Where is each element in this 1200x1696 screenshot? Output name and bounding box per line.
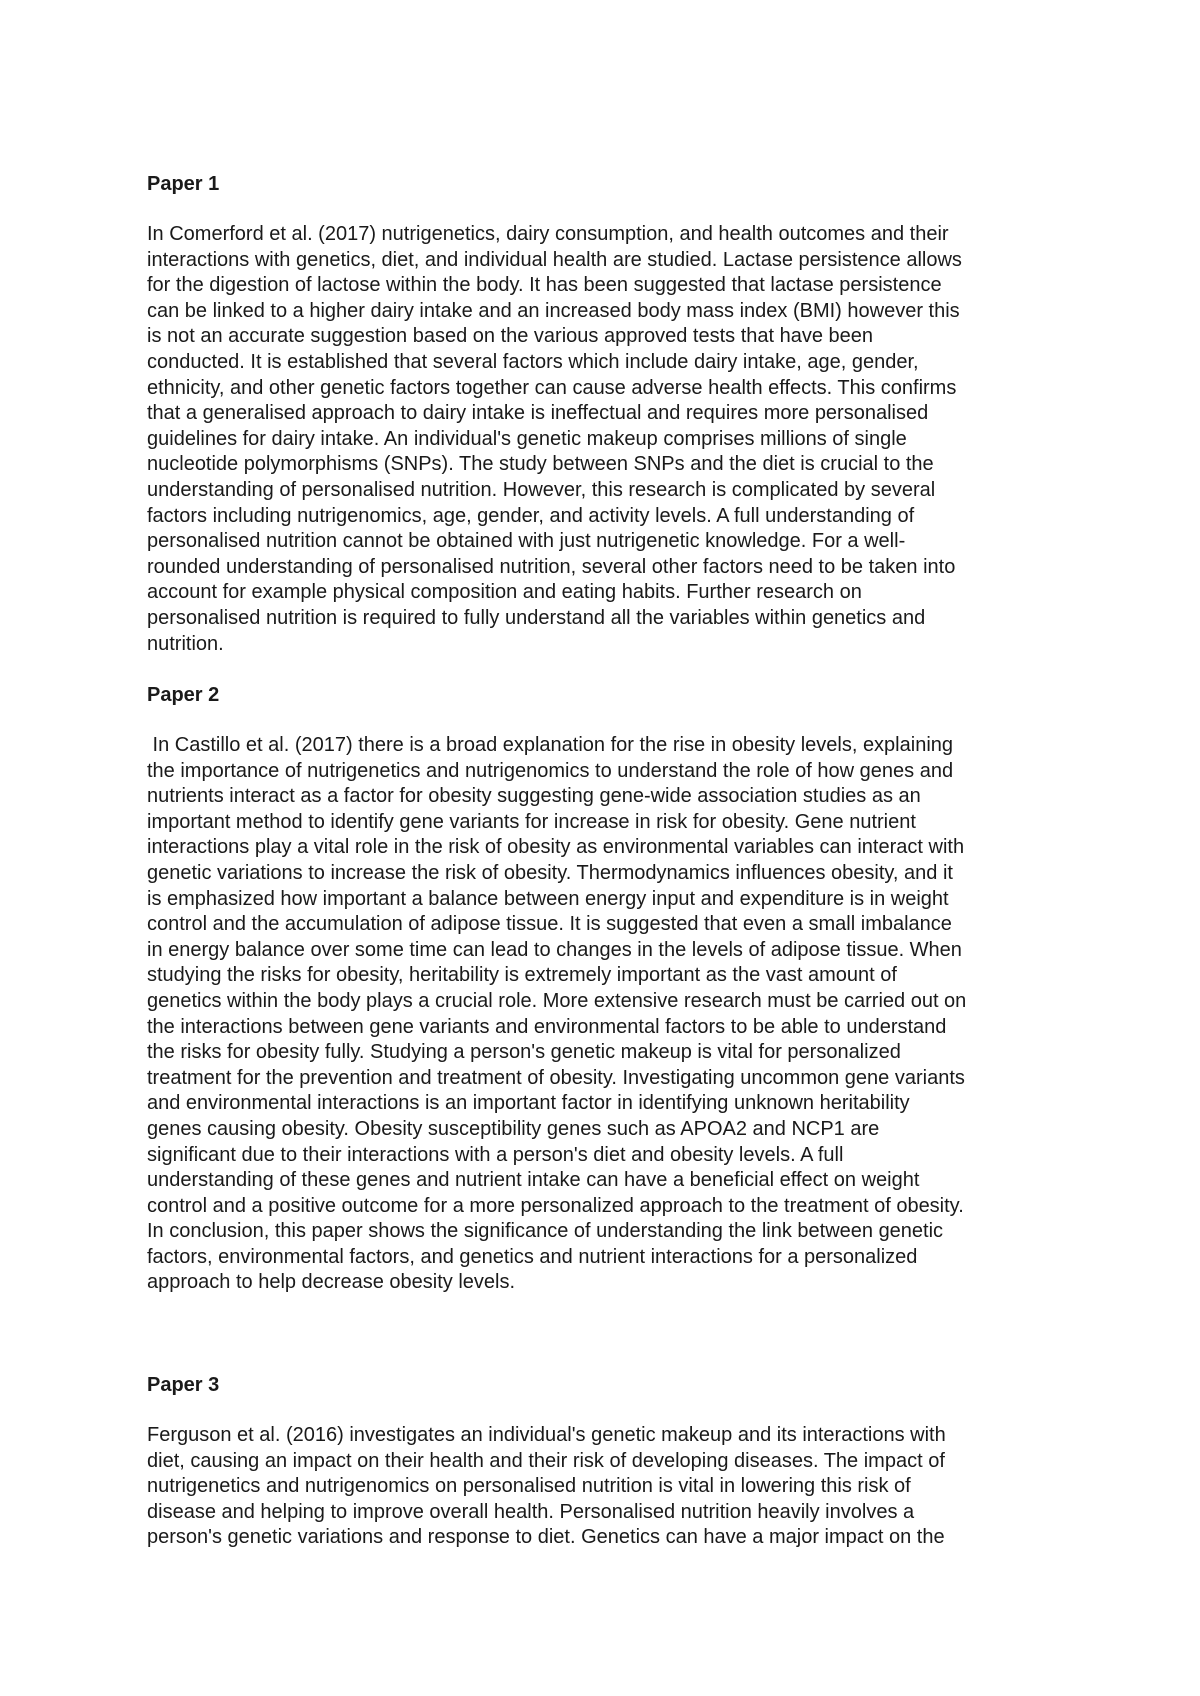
text-line: genetic variations to increase the risk of obesity. Thermodynamics influences obesity, and it [147, 861, 953, 884]
text-line: the importance of nutrigenetics and nutrigenomics to understand the role of how genes and [147, 759, 954, 782]
text-line: is emphasized how important a balance between energy input and expenditure is in weight [147, 887, 949, 910]
text-line: and environmental interactions is an important factor in identifying unknown heritability [147, 1092, 910, 1115]
text-line: ethnicity, and other genetic factors together can cause adverse health effects. This confirms [147, 376, 957, 399]
paper-1-section [147, 172, 1077, 657]
text-line: understanding of these genes and nutrient intake can have a beneficial effect on weight [147, 1169, 920, 1192]
text-line: guidelines for dairy intake. An individual's genetic makeup comprises millions of single [147, 427, 907, 450]
text-line: the risks for obesity fully. Studying a person's genetic makeup is vital for personalized [147, 1041, 901, 1064]
text-line: conducted. It is established that several factors which include dairy intake, age, gender, [147, 350, 919, 373]
text-line: In Castillo et al. (2017) there is a broad explanation for the rise in obesity levels, explaining [147, 734, 954, 756]
text-line: rounded understanding of personalised nutrition, several other factors need to be taken into [147, 555, 956, 578]
paper-3-body [147, 1423, 1077, 1551]
paper-3-heading: Paper 3 [147, 1374, 220, 1396]
text-line: important method to identify gene variants for increase in risk for obesity. Gene nutrient [147, 810, 916, 833]
text-line: factors including nutrigenomics, age, gender, and activity levels. A full understanding of [147, 504, 915, 527]
text-line: approach to help decrease obesity levels. [147, 1271, 516, 1294]
text-line: interactions play a vital role in the risk of obesity as environmental variables can interact with [147, 836, 965, 859]
text-line: nutrigenetics and nutrigenomics on personalised nutrition is vital in lowering this risk of [147, 1475, 911, 1498]
text-line: understanding of personalised nutrition. However, this research is complicated by several [147, 478, 936, 501]
text-line: that a generalised approach to dairy intake is ineffectual and requires more personalised [147, 402, 929, 425]
text-line: In conclusion, this paper shows the significance of understanding the link between genetic [147, 1220, 944, 1243]
paper-1-heading: Paper 1 [147, 173, 220, 195]
paper-2-heading: Paper 2 [147, 684, 220, 706]
text-line: control and a positive outcome for a more personalized approach to the treatment of obesity. [147, 1194, 964, 1217]
paper-2-section [147, 683, 1077, 1296]
text-line: nutrients interact as a factor for obesity suggesting gene-wide association studies as an [147, 785, 921, 808]
text-line: In Comerford et al. (2017) nutrigenetics, dairy consumption, and health outcomes and their [147, 223, 949, 245]
text-line: genes causing obesity. Obesity susceptibility genes such as APOA2 and NCP1 are [147, 1117, 880, 1140]
text-line: significant due to their interactions with a person's diet and obesity levels. A full [147, 1143, 844, 1166]
paper-1-body [147, 222, 1077, 657]
text-line: can be linked to a higher dairy intake and an increased body mass index (BMI) however this [147, 299, 960, 322]
text-line: in energy balance over some time can lead to changes in the levels of adipose tissue. When [147, 938, 962, 961]
text-line: the interactions between gene variants and environmental factors to be able to understand [147, 1015, 947, 1038]
text-line: Ferguson et al. (2016) investigates an individual's genetic makeup and its interactions with [147, 1424, 946, 1446]
text-line: diet, causing an impact on their health and their risk of developing diseases. The impact of [147, 1449, 945, 1472]
paper-2-body [147, 733, 1077, 1296]
text-line: interactions with genetics, diet, and individual health are studied. Lactase persistence allows [147, 248, 962, 271]
text-line: is not an accurate suggestion based on the various approved tests that have been [147, 325, 874, 348]
text-line: account for example physical composition and eating habits. Further research on [147, 581, 862, 604]
text-line: nutrition. [147, 632, 224, 655]
paper-3-section [147, 1373, 1077, 1551]
text-line: genetics within the body plays a crucial role. More extensive research must be carried out on [147, 989, 967, 1012]
text-line: studying the risks for obesity, heritability is extremely important as the vast amount of [147, 964, 897, 987]
text-line: treatment for the prevention and treatment of obesity. Investigating uncommon gene variants [147, 1066, 965, 1089]
text-line: nucleotide polymorphisms (SNPs). The study between SNPs and the diet is crucial to the [147, 453, 934, 476]
text-line: for the digestion of lactose within the body. It has been suggested that lactase persistence [147, 274, 942, 297]
text-line: personalised nutrition cannot be obtained with just nutrigenetic knowledge. For a well- [147, 530, 906, 553]
text-line: person's genetic variations and response to diet. Genetics can have a major impact on the [147, 1526, 945, 1549]
text-line: control and the accumulation of adipose tissue. It is suggested that even a small imbalance [147, 913, 952, 936]
text-line: personalised nutrition is required to fully understand all the variables within genetics and [147, 606, 926, 629]
text-line: disease and helping to improve overall health. Personalised nutrition heavily involves a [147, 1500, 915, 1523]
text-line: factors, environmental factors, and genetics and nutrient interactions for a personalized [147, 1245, 918, 1268]
